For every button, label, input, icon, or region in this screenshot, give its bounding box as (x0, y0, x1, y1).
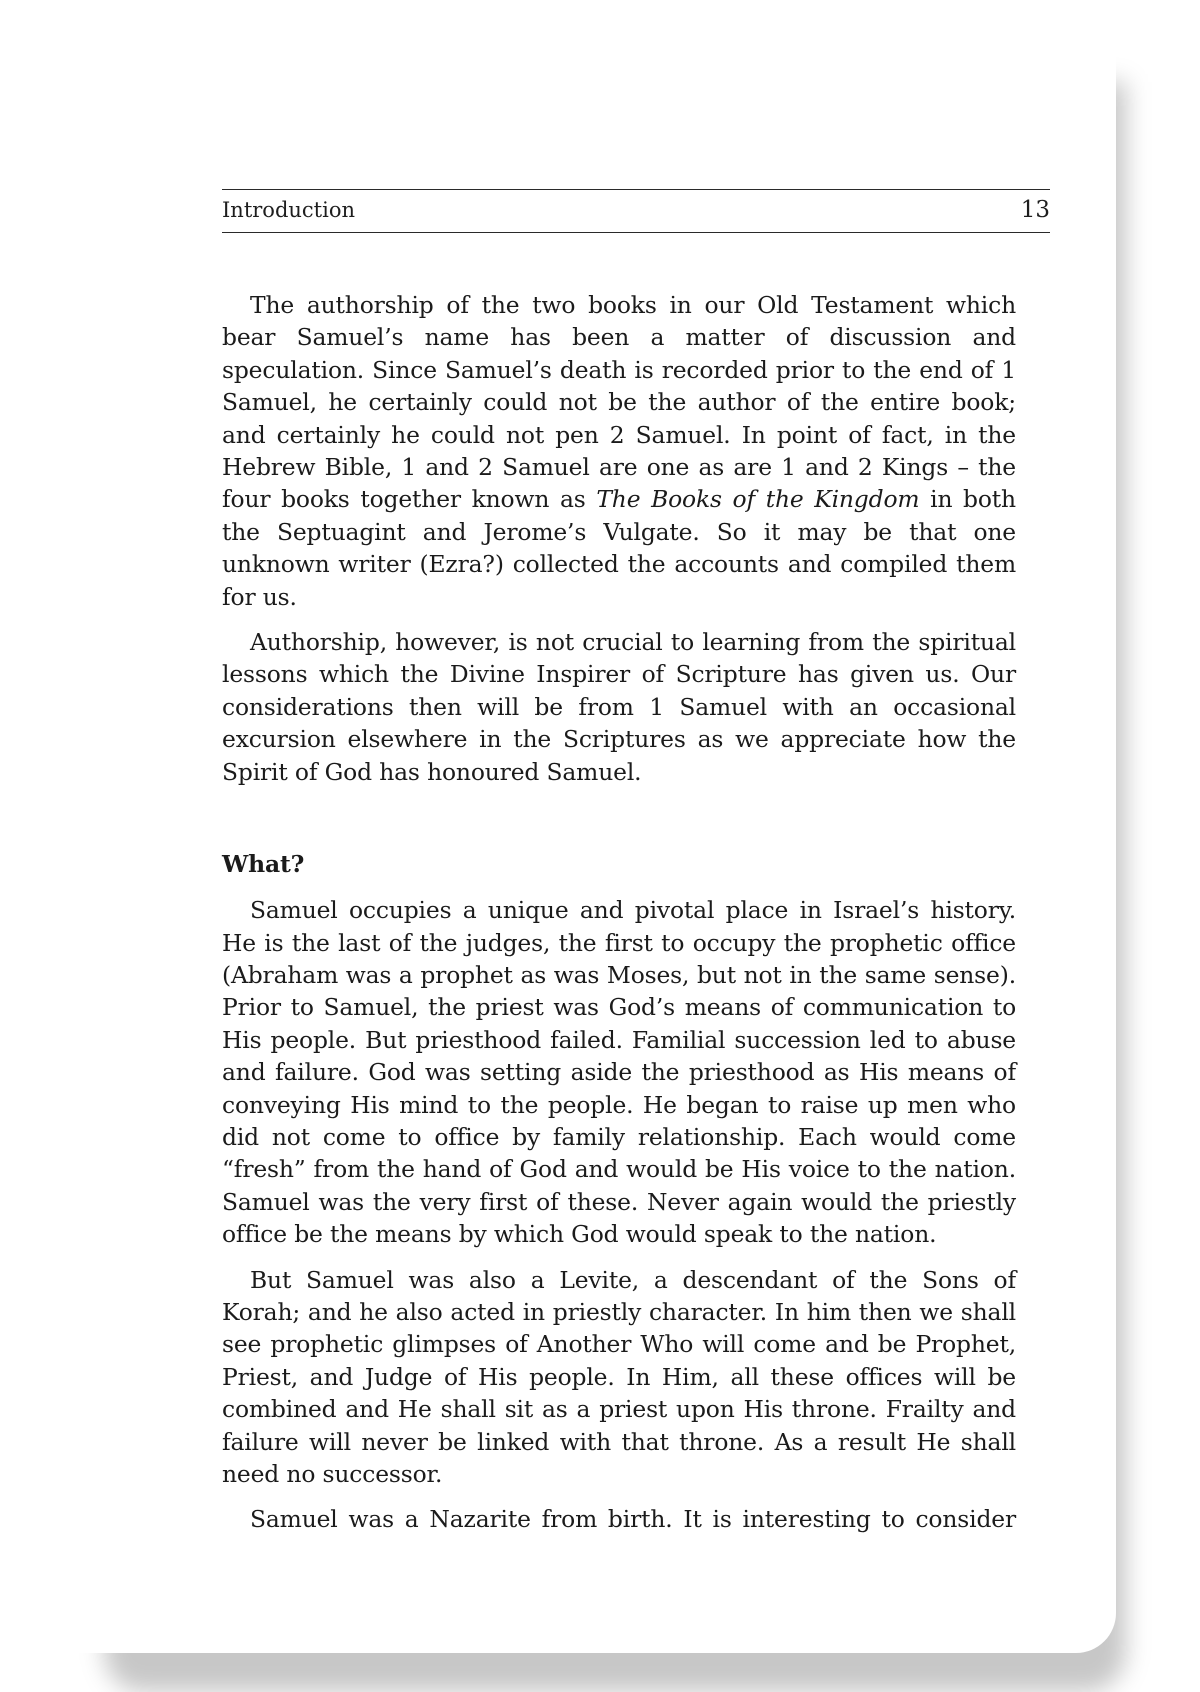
book-title-italic: The Books of the Kingdom (596, 485, 920, 514)
intro-paragraph-1-part-b: in both the Septuagint and Jerome’s Vulgate. So it may be that one unknown writer (Ezra?) collected the accounts and compiled them for us. (222, 485, 1016, 611)
what-paragraph-3: Samuel was a Nazarite from birth. It is interesting to consider (250, 1505, 1016, 1534)
intro-paragraph-1 (222, 289, 1016, 613)
running-head (222, 189, 1050, 233)
what-paragraph-1: Samuel occupies a unique and pivotal place in Israel’s history. He is the last of the judges, the first to occupy the prophetic office (Abraham was a prophet as was Moses, but not in the same sense). Prior to Samuel, the priest was God’s means of communication to His people. But priesthood failed. Familial succession led to abuse and failure. God was setting aside the priesthood as His means of conveying His mind to the people. He began to raise up men who did not come to office by family relationship. Each would come “fresh” from the hand of God and would be His voice to the nation. Samuel was the very first of these. Never again would the priestly office be the means by which God would speak to the nation. (222, 896, 1016, 1249)
body-text (222, 289, 1016, 1536)
intro-paragraph-1-part-a: The authorship of the two books in our Old Testament which bear Samuel’s name has been a matter of discussion and speculation. Since Samuel’s death is recorded prior to the end of 1 Samuel, he certainly could not be the author of the entire book; and certainly he could not pen 2 Samuel. In point of fact, in the Hebrew Bible, 1 and 2 Samuel are one as are 1 and 2 Kings – the four books together known as (222, 291, 1016, 514)
what-paragraph-2: But Samuel was also a Levite, a descendant of the Sons of Korah; and he also acted in priestly character. In him then we shall see prophetic glimpses of Another Who will come and be Prophet, Priest, and Judge of His people. In Him, all these offices will be combined and He shall sit as a priest upon His throne. Frailty and failure will never be linked with that throne. As a result He shall need no successor. (222, 1265, 1016, 1488)
running-head-section: Introduction (222, 198, 355, 222)
page-number: 13 (1020, 197, 1050, 223)
section-heading: What? (222, 850, 305, 879)
intro-paragraph-2: Authorship, however, is not crucial to learning from the spiritual lessons which the Divine Inspirer of Scripture has given us. Our considerations then will be from 1 Samuel with an occasional excursion elsewhere in the Scriptures as we appreciate how the Spirit of God has honoured Samuel. (222, 628, 1016, 786)
